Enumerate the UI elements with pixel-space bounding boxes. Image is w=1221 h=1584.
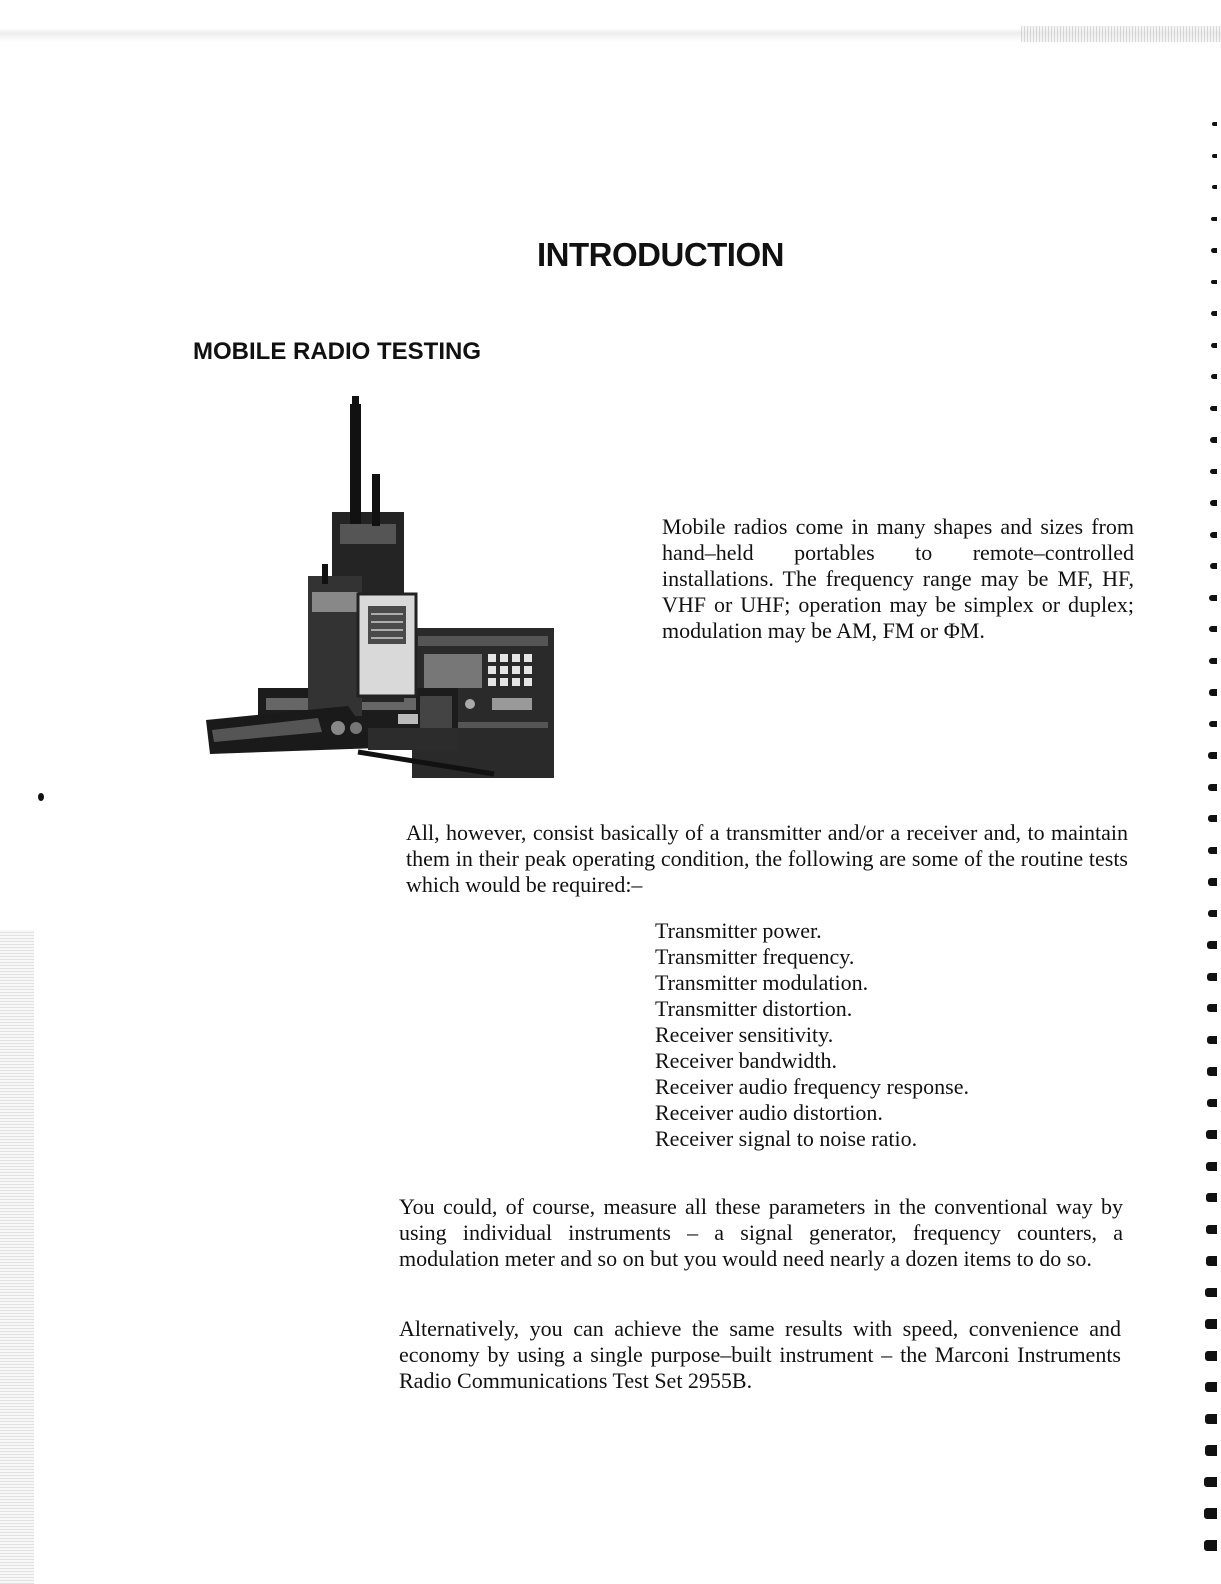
binding-mark xyxy=(1207,1067,1217,1076)
list-item: Receiver sensitivity. xyxy=(655,1022,834,1047)
binding-mark xyxy=(1205,1382,1217,1392)
binding-mark xyxy=(1204,1477,1217,1488)
scan-edge-left xyxy=(0,930,34,1584)
binding-mark xyxy=(1210,437,1217,443)
binding-mark xyxy=(1208,752,1217,759)
binding-mark xyxy=(1206,1162,1217,1171)
binding-mark xyxy=(1208,815,1217,822)
list-item: Transmitter distortion. xyxy=(655,996,853,1021)
binding-mark xyxy=(1210,563,1217,569)
binding-mark xyxy=(1209,658,1217,665)
binding-mark xyxy=(1209,626,1217,632)
list-item: Receiver signal to noise ratio. xyxy=(655,1126,918,1151)
routine-tests-list xyxy=(655,918,969,1152)
alternative-paragraph: Alternatively, you can achieve the same results with speed, convenience and economy by using a single purpose–built instrument – the Marconi Instruments Radio Communications Test Set 2955B. xyxy=(399,1316,1121,1393)
list-item: Transmitter modulation. xyxy=(655,970,869,995)
scan-edge-top-right xyxy=(1021,26,1221,42)
binding-mark xyxy=(1210,469,1217,475)
binding-mark xyxy=(1205,1288,1217,1298)
binding-mark xyxy=(1208,910,1217,918)
list-item: Receiver bandwidth. xyxy=(655,1048,838,1073)
binding-mark xyxy=(1208,847,1217,855)
binding-mark xyxy=(1207,973,1217,981)
list-item: Transmitter frequency. xyxy=(655,944,855,969)
spiral-binding-marks xyxy=(1199,122,1221,1562)
binding-mark xyxy=(1210,500,1217,506)
list-item: Transmitter power. xyxy=(655,918,822,943)
binding-mark xyxy=(1204,1540,1217,1551)
binding-mark xyxy=(1207,1036,1217,1045)
binding-mark xyxy=(1210,406,1217,411)
conventional-paragraph: You could, of course, measure all these parameters in the conventional way by using individual instruments – a signal generator, frequency counters, a modulation meter and so on but you would need nearly a dozen items to do so. xyxy=(399,1194,1123,1271)
binding-mark xyxy=(1211,343,1217,348)
binding-mark xyxy=(1206,1193,1217,1202)
binding-mark xyxy=(1205,1319,1217,1329)
binding-mark xyxy=(1207,941,1217,949)
scan-speck xyxy=(38,793,44,801)
binding-mark xyxy=(1212,154,1217,158)
binding-mark xyxy=(1209,689,1217,696)
binding-mark xyxy=(1207,1004,1217,1012)
list-item: Receiver audio frequency response. xyxy=(655,1074,969,1099)
binding-mark xyxy=(1204,1508,1217,1519)
binding-mark xyxy=(1211,374,1217,379)
binding-mark xyxy=(1209,721,1217,728)
binding-mark xyxy=(1206,1256,1217,1266)
binding-mark xyxy=(1212,122,1217,126)
page-title: INTRODUCTION xyxy=(537,236,784,273)
mobile-radios-illustration xyxy=(198,392,560,778)
binding-mark xyxy=(1208,784,1217,791)
binding-mark xyxy=(1206,1225,1217,1234)
binding-mark xyxy=(1205,1445,1217,1456)
binding-mark xyxy=(1205,1414,1217,1424)
binding-mark xyxy=(1212,185,1217,189)
binding-mark xyxy=(1211,311,1217,316)
consist-paragraph: All, however, consist basically of a transmitter and/or a receiver and, to maintain them in their peak operating condition, the following are some of the routine tests which would be required:– xyxy=(406,820,1128,897)
binding-mark xyxy=(1208,878,1217,886)
binding-mark xyxy=(1206,1130,1217,1139)
section-heading: MOBILE RADIO TESTING xyxy=(193,338,481,365)
binding-mark xyxy=(1210,532,1217,538)
intro-paragraph: Mobile radios come in many shapes and sizes from hand–held portables to remote–controlled installations. The frequency range may be MF, HF, VHF or UHF; operation may be simplex or duplex; modulation may be AM, FM or ΦM. xyxy=(662,514,1134,643)
binding-mark xyxy=(1205,1351,1217,1361)
binding-mark xyxy=(1207,1099,1218,1108)
binding-mark xyxy=(1211,280,1217,285)
binding-mark xyxy=(1209,595,1217,601)
list-item: Receiver audio distortion. xyxy=(655,1100,883,1125)
binding-mark xyxy=(1211,217,1217,221)
